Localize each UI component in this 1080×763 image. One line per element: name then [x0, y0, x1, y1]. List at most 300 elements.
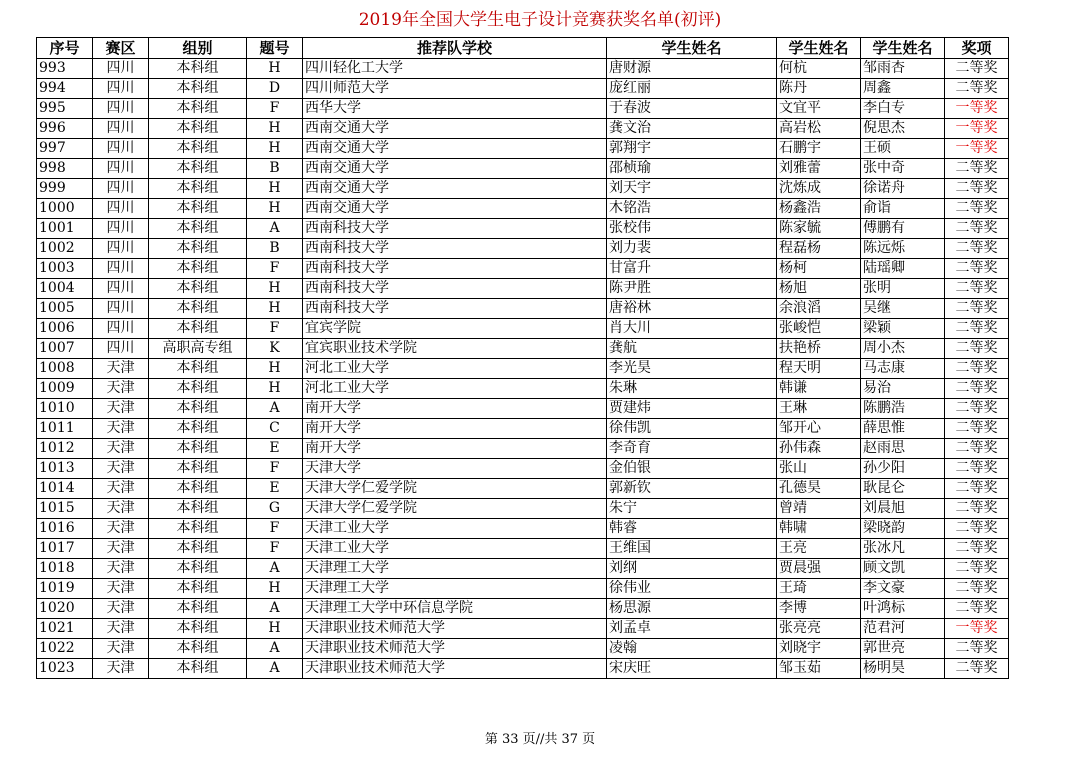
- cell-school: 天津工业大学: [303, 519, 607, 539]
- cell-region: 天津: [93, 539, 149, 559]
- cell-school: 南开大学: [303, 419, 607, 439]
- cell-student-2: 王琳: [777, 399, 861, 419]
- cell-school: 天津理工大学: [303, 579, 607, 599]
- cell-award: 二等奖: [945, 539, 1009, 559]
- cell-student-3: 李白专: [861, 99, 945, 119]
- cell-region: 天津: [93, 619, 149, 639]
- cell-student-2: 程天明: [777, 359, 861, 379]
- cell-student-3: 张冰凡: [861, 539, 945, 559]
- cell-region: 四川: [93, 99, 149, 119]
- cell-student-2: 杨鑫浩: [777, 199, 861, 219]
- header-student-3: 学生姓名: [861, 38, 945, 59]
- cell-student-2: 邹玉茹: [777, 659, 861, 679]
- cell-student-3: 耿昆仑: [861, 479, 945, 499]
- cell-award: 一等奖: [945, 139, 1009, 159]
- table-row: [37, 239, 1009, 259]
- cell-school: 西南交通大学: [303, 139, 607, 159]
- cell-award: 二等奖: [945, 499, 1009, 519]
- table-row: [37, 179, 1009, 199]
- cell-student-2: 文宜平: [777, 99, 861, 119]
- cell-student-3: 张中奇: [861, 159, 945, 179]
- cell-no: 996: [37, 119, 93, 139]
- cell-no: 1017: [37, 539, 93, 559]
- cell-award: 二等奖: [945, 299, 1009, 319]
- cell-topic: E: [247, 439, 303, 459]
- cell-award: 二等奖: [945, 479, 1009, 499]
- cell-student-1: 龚文治: [607, 119, 777, 139]
- cell-student-2: 张峻恺: [777, 319, 861, 339]
- cell-topic: C: [247, 419, 303, 439]
- header-award: 奖项: [945, 38, 1009, 59]
- cell-no: 997: [37, 139, 93, 159]
- cell-region: 四川: [93, 219, 149, 239]
- cell-region: 四川: [93, 59, 149, 79]
- table-header: [37, 38, 1009, 59]
- cell-region: 四川: [93, 279, 149, 299]
- cell-student-1: 徐伟业: [607, 579, 777, 599]
- cell-student-3: 周小杰: [861, 339, 945, 359]
- cell-student-1: 庞红丽: [607, 79, 777, 99]
- cell-group: 本科组: [149, 319, 247, 339]
- cell-student-2: 余浪滔: [777, 299, 861, 319]
- cell-group: 本科组: [149, 599, 247, 619]
- cell-award: 二等奖: [945, 419, 1009, 439]
- cell-student-2: 曾靖: [777, 499, 861, 519]
- cell-no: 995: [37, 99, 93, 119]
- cell-no: 1015: [37, 499, 93, 519]
- cell-student-1: 肖大川: [607, 319, 777, 339]
- cell-award: 一等奖: [945, 119, 1009, 139]
- cell-award: 二等奖: [945, 559, 1009, 579]
- cell-school: 天津职业技术师范大学: [303, 659, 607, 679]
- cell-group: 本科组: [149, 159, 247, 179]
- cell-group: 本科组: [149, 259, 247, 279]
- cell-student-2: 石鹏宇: [777, 139, 861, 159]
- cell-student-2: 孙伟森: [777, 439, 861, 459]
- cell-student-3: 赵雨思: [861, 439, 945, 459]
- cell-no: 993: [37, 59, 93, 79]
- cell-no: 1000: [37, 199, 93, 219]
- cell-student-3: 李文豪: [861, 579, 945, 599]
- cell-group: 本科组: [149, 219, 247, 239]
- cell-award: 二等奖: [945, 639, 1009, 659]
- cell-award: 二等奖: [945, 379, 1009, 399]
- cell-student-3: 易治: [861, 379, 945, 399]
- cell-school: 西南科技大学: [303, 299, 607, 319]
- cell-student-3: 徐诺舟: [861, 179, 945, 199]
- cell-school: 天津大学: [303, 459, 607, 479]
- cell-no: 1020: [37, 599, 93, 619]
- cell-no: 1022: [37, 639, 93, 659]
- cell-no: 1005: [37, 299, 93, 319]
- cell-region: 四川: [93, 259, 149, 279]
- cell-region: 天津: [93, 639, 149, 659]
- cell-region: 天津: [93, 419, 149, 439]
- cell-topic: K: [247, 339, 303, 359]
- cell-region: 天津: [93, 599, 149, 619]
- table-row: [37, 119, 1009, 139]
- cell-student-1: 贾建炜: [607, 399, 777, 419]
- cell-student-1: 宋庆旺: [607, 659, 777, 679]
- table-row: [37, 559, 1009, 579]
- cell-award: 二等奖: [945, 359, 1009, 379]
- cell-region: 天津: [93, 579, 149, 599]
- cell-student-2: 何杭: [777, 59, 861, 79]
- cell-award: 二等奖: [945, 199, 1009, 219]
- table-body: [37, 59, 1009, 679]
- cell-topic: B: [247, 239, 303, 259]
- table-row: [37, 659, 1009, 679]
- header-no: 序号: [37, 38, 93, 59]
- cell-student-3: 邹雨杏: [861, 59, 945, 79]
- cell-award: 一等奖: [945, 619, 1009, 639]
- cell-group: 本科组: [149, 639, 247, 659]
- cell-student-3: 孙少阳: [861, 459, 945, 479]
- table-row: [37, 499, 1009, 519]
- cell-topic: F: [247, 459, 303, 479]
- cell-region: 天津: [93, 499, 149, 519]
- cell-award: 二等奖: [945, 399, 1009, 419]
- cell-no: 1007: [37, 339, 93, 359]
- cell-region: 天津: [93, 359, 149, 379]
- cell-student-2: 韩啸: [777, 519, 861, 539]
- cell-award: 二等奖: [945, 259, 1009, 279]
- table-row: [37, 539, 1009, 559]
- cell-school: 西南交通大学: [303, 179, 607, 199]
- awards-table: [36, 37, 1009, 679]
- cell-no: 998: [37, 159, 93, 179]
- cell-no: 1009: [37, 379, 93, 399]
- cell-region: 四川: [93, 319, 149, 339]
- cell-student-1: 郭新钦: [607, 479, 777, 499]
- cell-topic: F: [247, 319, 303, 339]
- cell-topic: H: [247, 379, 303, 399]
- cell-group: 本科组: [149, 199, 247, 219]
- cell-school: 西南交通大学: [303, 119, 607, 139]
- cell-no: 994: [37, 79, 93, 99]
- cell-student-2: 刘雅蕾: [777, 159, 861, 179]
- table-row: [37, 59, 1009, 79]
- cell-group: 本科组: [149, 99, 247, 119]
- cell-topic: H: [247, 139, 303, 159]
- cell-student-3: 梁颖: [861, 319, 945, 339]
- cell-school: 四川师范大学: [303, 79, 607, 99]
- cell-group: 本科组: [149, 659, 247, 679]
- cell-student-3: 刘晨旭: [861, 499, 945, 519]
- cell-student-2: 扶艳桥: [777, 339, 861, 359]
- cell-topic: F: [247, 539, 303, 559]
- cell-student-3: 薛思惟: [861, 419, 945, 439]
- cell-award: 二等奖: [945, 339, 1009, 359]
- cell-student-2: 王琦: [777, 579, 861, 599]
- cell-topic: H: [247, 359, 303, 379]
- cell-no: 1012: [37, 439, 93, 459]
- cell-student-2: 陈丹: [777, 79, 861, 99]
- cell-topic: F: [247, 519, 303, 539]
- cell-topic: H: [247, 199, 303, 219]
- cell-award: 二等奖: [945, 239, 1009, 259]
- cell-student-2: 陈家毓: [777, 219, 861, 239]
- table-row: [37, 279, 1009, 299]
- cell-region: 天津: [93, 459, 149, 479]
- table-row: [37, 259, 1009, 279]
- cell-school: 西南科技大学: [303, 259, 607, 279]
- cell-group: 高职高专组: [149, 339, 247, 359]
- cell-student-1: 刘孟卓: [607, 619, 777, 639]
- cell-topic: B: [247, 159, 303, 179]
- cell-award: 二等奖: [945, 79, 1009, 99]
- cell-student-1: 李光昊: [607, 359, 777, 379]
- cell-student-1: 甘富升: [607, 259, 777, 279]
- cell-school: 西南科技大学: [303, 219, 607, 239]
- cell-student-1: 龚航: [607, 339, 777, 359]
- table-row: [37, 579, 1009, 599]
- cell-school: 河北工业大学: [303, 359, 607, 379]
- cell-no: 999: [37, 179, 93, 199]
- cell-student-3: 周鑫: [861, 79, 945, 99]
- table-row: [37, 619, 1009, 639]
- cell-topic: F: [247, 99, 303, 119]
- cell-student-2: 韩谦: [777, 379, 861, 399]
- cell-topic: E: [247, 479, 303, 499]
- cell-student-2: 贾晨强: [777, 559, 861, 579]
- cell-student-2: 高岩松: [777, 119, 861, 139]
- cell-student-1: 李奇育: [607, 439, 777, 459]
- cell-region: 四川: [93, 159, 149, 179]
- cell-region: 天津: [93, 399, 149, 419]
- cell-student-1: 唐裕林: [607, 299, 777, 319]
- cell-award: 二等奖: [945, 59, 1009, 79]
- cell-award: 二等奖: [945, 439, 1009, 459]
- cell-student-3: 郭世亮: [861, 639, 945, 659]
- cell-student-1: 韩睿: [607, 519, 777, 539]
- cell-school: 南开大学: [303, 439, 607, 459]
- cell-student-1: 凌翰: [607, 639, 777, 659]
- cell-student-1: 朱琳: [607, 379, 777, 399]
- cell-topic: A: [247, 639, 303, 659]
- cell-school: 西南交通大学: [303, 199, 607, 219]
- cell-student-2: 杨旭: [777, 279, 861, 299]
- cell-student-1: 木铭浩: [607, 199, 777, 219]
- cell-group: 本科组: [149, 299, 247, 319]
- table-row: [37, 359, 1009, 379]
- cell-school: 天津理工大学中环信息学院: [303, 599, 607, 619]
- cell-student-3: 倪思杰: [861, 119, 945, 139]
- cell-student-3: 陈鹏浩: [861, 399, 945, 419]
- cell-group: 本科组: [149, 59, 247, 79]
- table-row: [37, 399, 1009, 419]
- cell-school: 天津理工大学: [303, 559, 607, 579]
- cell-topic: A: [247, 599, 303, 619]
- cell-award: 二等奖: [945, 659, 1009, 679]
- cell-student-3: 吴继: [861, 299, 945, 319]
- cell-no: 1013: [37, 459, 93, 479]
- cell-topic: F: [247, 259, 303, 279]
- cell-group: 本科组: [149, 459, 247, 479]
- cell-student-1: 杨思源: [607, 599, 777, 619]
- cell-group: 本科组: [149, 399, 247, 419]
- cell-group: 本科组: [149, 419, 247, 439]
- cell-student-1: 陈尹胜: [607, 279, 777, 299]
- cell-student-3: 俞诣: [861, 199, 945, 219]
- cell-student-2: 张山: [777, 459, 861, 479]
- cell-topic: H: [247, 279, 303, 299]
- cell-student-3: 梁晓韵: [861, 519, 945, 539]
- cell-topic: H: [247, 299, 303, 319]
- cell-award: 二等奖: [945, 279, 1009, 299]
- cell-school: 宜宾职业技术学院: [303, 339, 607, 359]
- cell-no: 1016: [37, 519, 93, 539]
- cell-award: 一等奖: [945, 99, 1009, 119]
- cell-group: 本科组: [149, 359, 247, 379]
- cell-student-3: 王硕: [861, 139, 945, 159]
- cell-school: 西南科技大学: [303, 239, 607, 259]
- cell-student-2: 孔德昊: [777, 479, 861, 499]
- cell-student-2: 沈炼成: [777, 179, 861, 199]
- cell-no: 1018: [37, 559, 93, 579]
- table-row: [37, 319, 1009, 339]
- cell-student-2: 刘晓宇: [777, 639, 861, 659]
- cell-group: 本科组: [149, 79, 247, 99]
- cell-student-3: 顾文凯: [861, 559, 945, 579]
- table-row: [37, 519, 1009, 539]
- cell-group: 本科组: [149, 119, 247, 139]
- cell-student-1: 刘纲: [607, 559, 777, 579]
- cell-topic: A: [247, 219, 303, 239]
- cell-student-1: 于春波: [607, 99, 777, 119]
- cell-student-1: 张校伟: [607, 219, 777, 239]
- cell-no: 1006: [37, 319, 93, 339]
- cell-region: 天津: [93, 519, 149, 539]
- cell-group: 本科组: [149, 479, 247, 499]
- cell-group: 本科组: [149, 139, 247, 159]
- cell-school: 天津职业技术师范大学: [303, 639, 607, 659]
- header-group: 组别: [149, 38, 247, 59]
- cell-student-3: 马志康: [861, 359, 945, 379]
- table-row: [37, 299, 1009, 319]
- header-student-2: 学生姓名: [777, 38, 861, 59]
- cell-student-2: 张亮亮: [777, 619, 861, 639]
- cell-student-2: 王亮: [777, 539, 861, 559]
- table-row: [37, 599, 1009, 619]
- cell-award: 二等奖: [945, 599, 1009, 619]
- cell-group: 本科组: [149, 499, 247, 519]
- table-row: [37, 379, 1009, 399]
- header-region: 赛区: [93, 38, 149, 59]
- header-school: 推荐队学校: [303, 38, 607, 59]
- cell-student-3: 叶鸿标: [861, 599, 945, 619]
- cell-group: 本科组: [149, 539, 247, 559]
- header-student-1: 学生姓名: [607, 38, 777, 59]
- cell-region: 天津: [93, 659, 149, 679]
- cell-region: 天津: [93, 479, 149, 499]
- cell-topic: H: [247, 119, 303, 139]
- table-row: [37, 339, 1009, 359]
- cell-student-1: 刘力裴: [607, 239, 777, 259]
- cell-topic: H: [247, 619, 303, 639]
- cell-award: 二等奖: [945, 219, 1009, 239]
- cell-student-1: 刘天宇: [607, 179, 777, 199]
- cell-group: 本科组: [149, 179, 247, 199]
- cell-group: 本科组: [149, 379, 247, 399]
- cell-student-1: 王维国: [607, 539, 777, 559]
- cell-group: 本科组: [149, 439, 247, 459]
- cell-student-1: 徐伟凯: [607, 419, 777, 439]
- page-title: 2019年全国大学生电子设计竞赛获奖名单(初评): [358, 10, 722, 30]
- cell-topic: A: [247, 559, 303, 579]
- cell-no: 1021: [37, 619, 93, 639]
- cell-no: 1014: [37, 479, 93, 499]
- cell-topic: D: [247, 79, 303, 99]
- cell-topic: G: [247, 499, 303, 519]
- cell-school: 南开大学: [303, 399, 607, 419]
- cell-no: 1010: [37, 399, 93, 419]
- cell-school: 西华大学: [303, 99, 607, 119]
- cell-student-1: 朱宁: [607, 499, 777, 519]
- cell-student-1: 金伯银: [607, 459, 777, 479]
- cell-school: 天津大学仁爱学院: [303, 479, 607, 499]
- cell-region: 天津: [93, 439, 149, 459]
- cell-group: 本科组: [149, 239, 247, 259]
- cell-region: 四川: [93, 199, 149, 219]
- cell-topic: A: [247, 659, 303, 679]
- cell-award: 二等奖: [945, 319, 1009, 339]
- cell-group: 本科组: [149, 519, 247, 539]
- cell-student-3: 陈远烁: [861, 239, 945, 259]
- table-row: [37, 99, 1009, 119]
- cell-student-2: 邹开心: [777, 419, 861, 439]
- header-topic: 题号: [247, 38, 303, 59]
- cell-student-2: 李博: [777, 599, 861, 619]
- cell-student-1: 邵桢瑜: [607, 159, 777, 179]
- cell-topic: H: [247, 59, 303, 79]
- cell-region: 四川: [93, 239, 149, 259]
- cell-no: 1004: [37, 279, 93, 299]
- cell-award: 二等奖: [945, 459, 1009, 479]
- cell-topic: H: [247, 579, 303, 599]
- table-row: [37, 639, 1009, 659]
- cell-group: 本科组: [149, 619, 247, 639]
- cell-no: 1002: [37, 239, 93, 259]
- header-row: [37, 38, 1009, 59]
- cell-no: 1019: [37, 579, 93, 599]
- cell-region: 四川: [93, 179, 149, 199]
- table-row: [37, 459, 1009, 479]
- cell-student-3: 傅鹏有: [861, 219, 945, 239]
- cell-region: 天津: [93, 379, 149, 399]
- cell-school: 四川轻化工大学: [303, 59, 607, 79]
- cell-school: 天津职业技术师范大学: [303, 619, 607, 639]
- cell-no: 1003: [37, 259, 93, 279]
- cell-student-2: 程磊杨: [777, 239, 861, 259]
- cell-student-3: 张明: [861, 279, 945, 299]
- cell-region: 四川: [93, 119, 149, 139]
- cell-school: 西南科技大学: [303, 279, 607, 299]
- cell-region: 四川: [93, 339, 149, 359]
- cell-award: 二等奖: [945, 159, 1009, 179]
- cell-award: 二等奖: [945, 179, 1009, 199]
- page-footer: 第 33 页//共 37 页: [484, 732, 596, 747]
- cell-student-3: 范君河: [861, 619, 945, 639]
- cell-school: 西南交通大学: [303, 159, 607, 179]
- cell-region: 天津: [93, 559, 149, 579]
- table-row: [37, 479, 1009, 499]
- table-row: [37, 439, 1009, 459]
- cell-student-2: 杨柯: [777, 259, 861, 279]
- table-row: [37, 199, 1009, 219]
- table-row: [37, 139, 1009, 159]
- cell-region: 四川: [93, 299, 149, 319]
